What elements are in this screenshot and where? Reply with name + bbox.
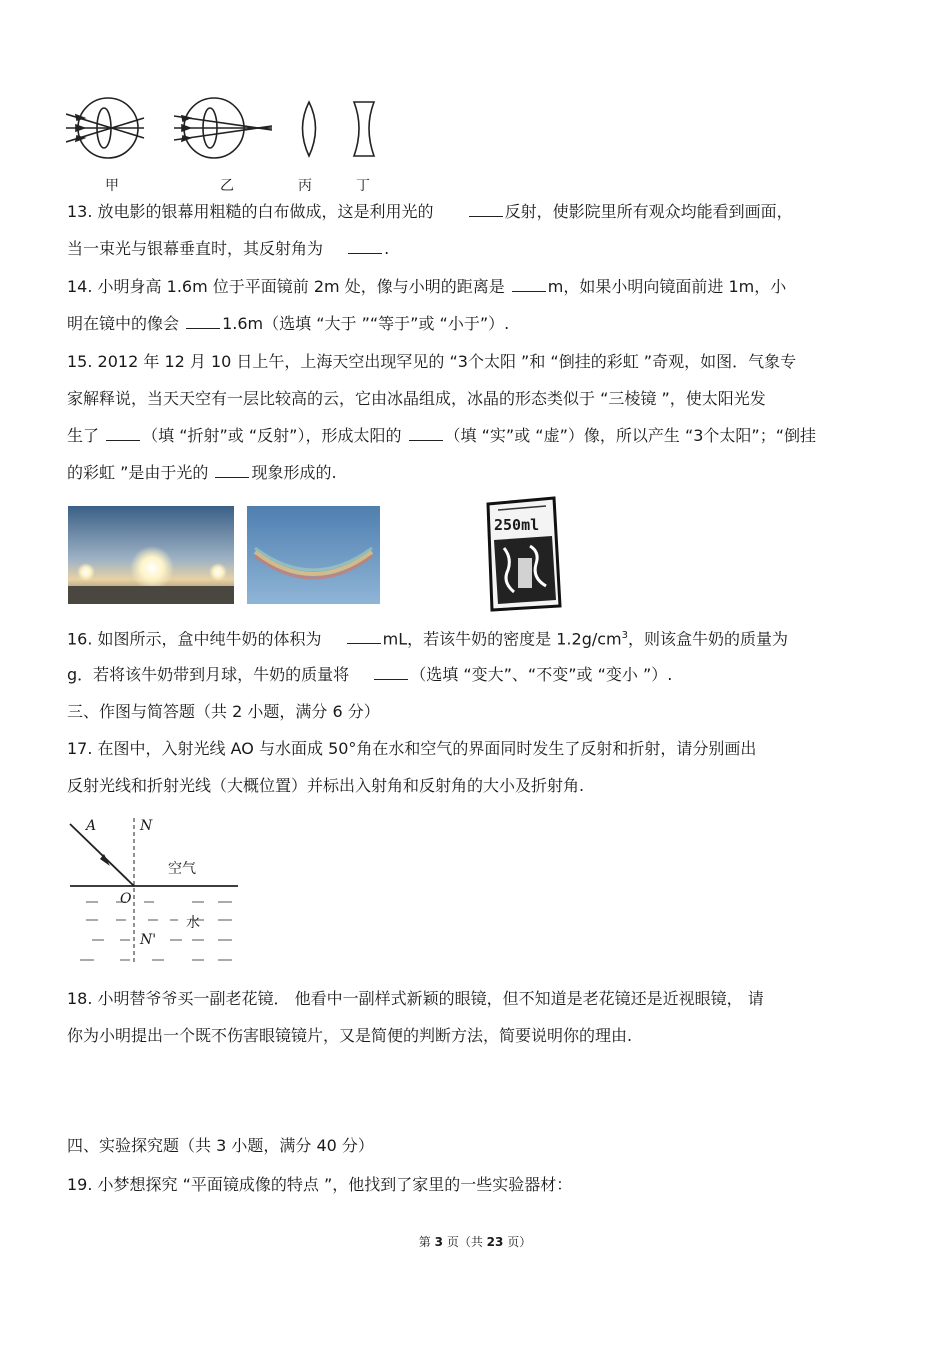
question-13-line1: 13. 放电影的银幕用粗糙的白布做成，这是利用光的 反射，使影院里所有观众均能看到画面， [67,202,793,221]
answer-blank [469,202,503,217]
diagram-label-o: O [120,891,132,907]
diagram-label-n-prime: N' [140,932,157,948]
eye-yi-diagram [174,98,272,158]
eye-jia-diagram [66,98,144,158]
question-15-line2: 家解释说，当天天空有一层比较高的云，它由冰晶组成，冰晶的形态类似于 “三棱镜 ”，使太阳光发 [67,389,766,408]
milk-volume-label: 250ml [494,516,540,534]
inverted-rainbow-photo [247,506,380,604]
label-ding: 丁 [356,178,370,194]
answer-blank [512,277,546,292]
label-jia: 甲 [105,178,119,194]
three-suns-photo [68,506,234,604]
question-16-line2: g．若将该牛奶带到月球，牛奶的质量将 （选填 “变大”、“不变”或 “变小 ”）. [67,665,673,684]
question-15-line1: 15. 2012 年 12 月 10 日上午，上海天空出现罕见的 “3个太阳 ”和 “倒挂的彩虹 ”奇观，如图．气象专 [67,352,797,371]
diagram-label-n: N [140,818,153,834]
question-16-line1: 16. 如图所示，盒中纯牛奶的体积为 mL，若该牛奶的密度是 $1.2g/cm^3$，则该盒牛奶的质量为 [67,629,789,649]
convex-lens-bing [303,102,316,156]
section-4-heading: 四、实验探究题（共 3 小题，满分 40 分） [67,1136,374,1155]
answer-blank [347,629,381,644]
milk-box-figure [484,496,564,612]
question-19-line1: 19. 小梦想探究 “平面镜成像的特点 ”，他找到了家里的一些实验器材： [67,1175,573,1194]
page-number: 3 [434,1235,443,1249]
question-13-line2: 当一束光与银幕垂直时，其反射角为 . [67,239,390,258]
answer-blank [215,463,249,478]
concave-lens-ding [354,102,374,156]
section-3-heading: 三、作图与简答题（共 2 小题，满分 6 分） [67,702,380,721]
total-pages: 23 [486,1235,504,1249]
question-14-line1: 14. 小明身高 1.6m 位于平面镜前 2m 处，像与小明的距离是 m，如果小明向镜面前进 1m，小 [67,277,787,296]
question-18-line2: 你为小明提出一个既不伤害眼镜镜片，又是简便的判断方法，简要说明你的理由. [67,1026,633,1045]
question-15-line3: 生了 （填 “折射”或 “反射”），形成太阳的 （填 “实”或 “虚”）像，所以产生 “3个太阳”；“倒挂 [67,426,817,445]
page-footer: 第 3 页（共 23 页） [418,1235,532,1249]
milk-box-drawing [484,496,564,612]
answer-blank [106,426,140,441]
answer-blank [409,426,443,441]
answer-blank [374,665,408,680]
diagram-label-water: 水 [186,915,200,931]
question-14-line2: 明在镜中的像会 1.6m（选填 “大于 ”“等于”或 “小于”）. [67,314,510,333]
question-15-line4: 的彩虹 ”是由于光的 现象形成的. [67,463,337,482]
eye-lens-figure [66,92,386,172]
question-17-line1: 17. 在图中，入射光线 AO 与水面成 50°角在水和空气的界面同时发生了反射和折射，请分别画出 [67,739,757,758]
diagram-label-air: 空气 [168,861,196,877]
question-18-line1: 18. 小明替爷爷买一副老花镜． 他看中一副样式新颖的眼镜，但不知道是老花镜还是近视眼镜， 请 [67,989,764,1008]
sun-glow [130,546,174,590]
label-yi: 乙 [220,178,234,194]
answer-blank [186,314,220,329]
answer-blank [348,239,382,254]
label-bing: 丙 [298,178,312,194]
question-17-line2: 反射光线和折射光线（大概位置）并标出入射角和反射角的大小及折射角. [67,776,585,795]
diagram-label-a: A [86,818,97,834]
